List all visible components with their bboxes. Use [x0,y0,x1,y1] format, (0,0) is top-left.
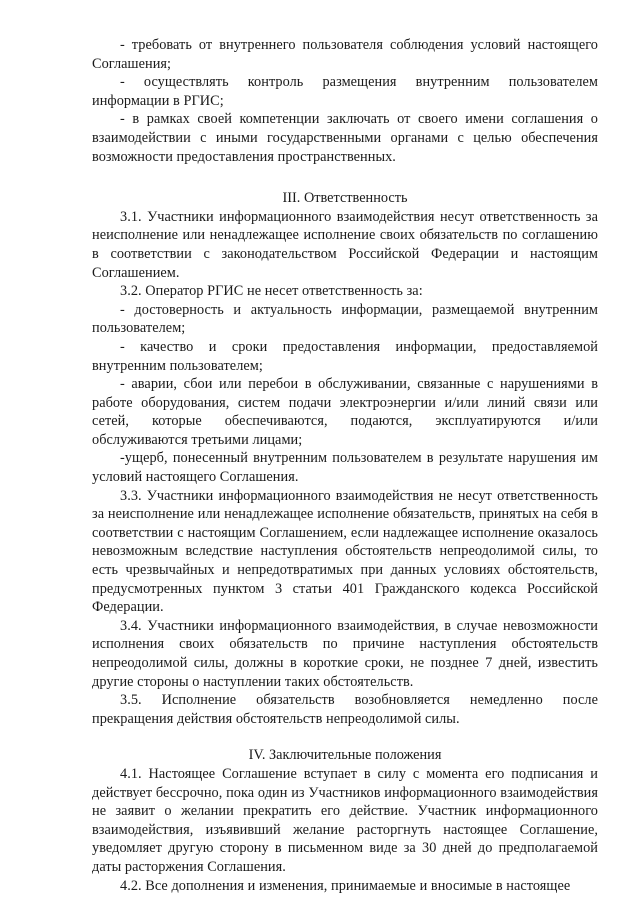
section-gap [92,166,598,189]
clause-3-2-item-3: - аварии, сбои или перебои в обслуживании, связанные с нарушениями в работе оборудования, систем подачи электроэнергии и/или линий связи или сетей, которые обеспечиваются, подаются, эксплуатируются и/или обслуживаются третьими лицами; [92,376,598,448]
intro-item-3: - в рамках своей компетенции заключать от своего имени соглашения о взаимодействии с иными государственными органами с целью обеспечения возможности предоставления пространственных. [92,111,598,165]
clause-4-1: 4.1. Настоящее Соглашение вступает в силу с момента его подписания и действует бессрочно, пока один из Участников информационного взаимодействия не заявит о желании прекратить его действие. Участник информационного взаимодействия, изъявивший желание расторгнуть настоящее Соглашение, уведомляет другую сторону в письменном виде за 30 дней до предполагаемой даты расторжения Соглашения. [92,765,598,875]
section-3-heading: III. Ответственность [282,190,408,207]
clause-3-2: 3.2. Оператор РГИС не несет ответственность за: [120,283,423,300]
clause-3-3: 3.3. Участники информационного взаимодействия не несут ответственность за неисполнение или ненадлежащее исполнение обязательств, принятых на себя в соответствии с настоящим Соглашением, если надлежащее исполнение оказалось невозможным вследствие наступления обстоятельств непреодолимой силы, то есть чрезвычайных и непредотвратимых при данных условиях обстоятельств, предусмотренных пунктом 3 статьи 401 Гражданского кодекса Российской Федерации. [92,487,598,616]
clause-3-2-item-4: -ущерб, понесенный внутренним пользователем в результате нарушения им условий настоящего Соглашения. [92,450,598,486]
clause-3-5: 3.5. Исполнение обязательств возобновляется немедленно после прекращения действия обстоятельств непреодолимой силы. [92,692,598,727]
clause-3-2-item-1: - достоверность и актуальность информации, размещаемой внутренним пользователем; [92,301,598,337]
section-gap [92,728,598,746]
section-4-heading: IV. Заключительные положения [248,747,442,764]
intro-item-1: - требовать от внутреннего пользователя соблюдения условий настоящего Соглашения; [92,37,598,72]
clause-3-2-item-2: - качество и сроки предоставления информации, предоставляемой внутренним пользователем; [92,338,598,374]
clause-3-4: 3.4. Участники информационного взаимодействия, в случае невозможности исполнения своих обязательств по причине наступления обстоятельств непреодолимой силы, должны в короткие сроки, не позднее 7 дней, известить другие стороны о наступлении таких обстоятельств. [92,617,598,690]
intro-item-2: - осуществлять контроль размещения внутренним пользователем информации в РГИС; [92,74,598,109]
clause-3-1: 3.1. Участники информационного взаимодействия несут ответственность за неисполнение или ненадлежащее исполнение своих обязательств по соглашению в соответствии с законодательством Российской Федерации и настоящим Соглашением. [92,208,598,281]
clause-4-2: 4.2. Все дополнения и изменения, принимаемые и вносимые в настоящее [120,877,571,894]
